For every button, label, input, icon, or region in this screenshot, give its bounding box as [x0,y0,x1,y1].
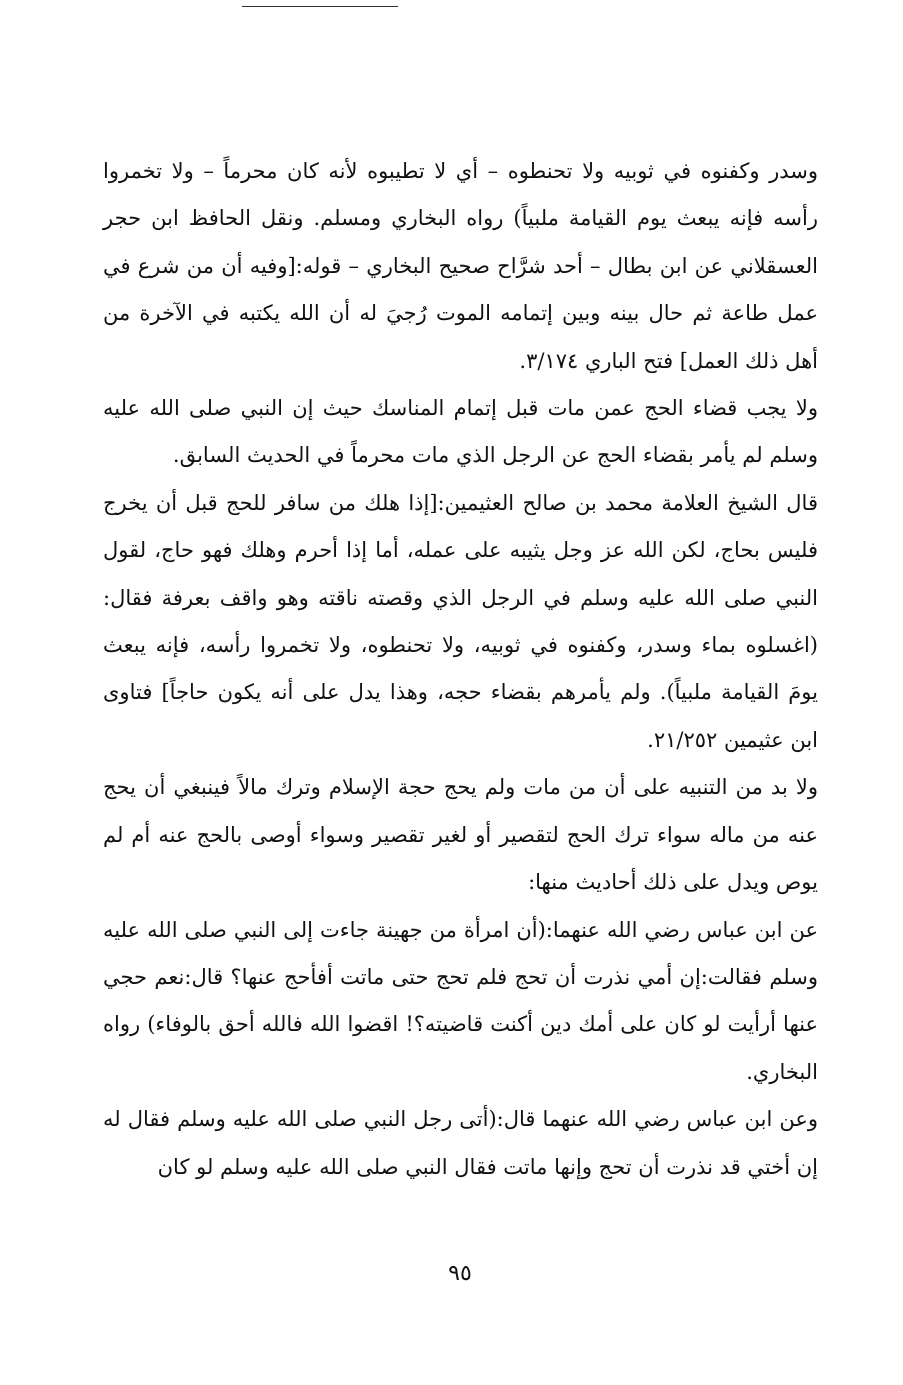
paragraph-3: قال الشيخ العلامة محمد بن صالح العثيمين:[إذا هلك من سافر للحج قبل أن يخرج فليس بحاج، لكن الله عز وجل يثيبه على عمله، أما إذا أحرم وهلك فهو حاج، لقول النبي صلى الله عليه وسلم في الرجل الذي وقصته ناقته وهو واقف بعرفة فقال:(اغسلوه بماء وسدر، وكفنوه في ثوبيه، ولا تحنطوه، ولا تخمروا رأسه، فإنه يبعث يومَ القيامة ملبياً). ولم يأمرهم بقضاء حجه، وهذا يدل على أنه يكون حاجاً] فتاوى ابن عثيمين ٢١/٢٥٢. [103,490,818,752]
paragraph-1: وسدر وكفنوه في ثوبيه ولا تحنطوه – أي لا تطيبوه لأنه كان محرماً – ولا تخمروا رأسه فإنه يبعث يوم القيامة ملبياً) رواه البخاري ومسلم. ونقل الحافظ ابن حجر العسقلاني عن ابن بطال – أحد شرَّاح صحيح البخاري – قوله:[وفيه أن من شرع في عمل طاعة ثم حال بينه وبين إتمامه الموت رُجيَ له أن الله يكتبه في الآخرة من أهل ذلك العمل] فتح الباري ٣/١٧٤. [103,159,818,373]
page-body [103,148,818,1191]
paragraph-2: ولا يجب قضاء الحج عمن مات قبل إتمام المناسك حيث إن النبي صلى الله عليه وسلم لم يأمر بقضاء الحج عن الرجل الذي مات محرماً في الحديث السابق. [103,396,818,468]
paragraph-6: وعن ابن عباس رضي الله عنهما قال:(أتى رجل النبي صلى الله عليه وسلم فقال له إن أختي قد نذرت أن تحج وإنها ماتت فقال النبي صلى الله عليه وسلم لو كان [103,1107,818,1179]
top-rule [242,6,398,7]
paragraph-5: عن ابن عباس رضي الله عنهما:(أن امرأة من جهينة جاءت إلى النبي صلى الله عليه وسلم فقالت:إن أمي نذرت أن تحج فلم تحج حتى ماتت أفأحج عنها؟ قال:نعم حجي عنها أرأيت لو كان على أمك دين أكنت قاضيته؟! اقضوا الله فالله أحق بالوفاء) رواه البخاري. [103,917,818,1084]
page-number: ٩٥ [448,1261,472,1286]
paragraph-4: ولا بد من التنبيه على أن من مات ولم يحج حجة الإسلام وترك مالاً فينبغي أن يحج عنه من ماله سواء ترك الحج لتقصير أو لغير تقصير وسواء أوصى بالحج عنه أم لم يوص ويدل على ذلك أحاديث منها: [103,775,818,895]
